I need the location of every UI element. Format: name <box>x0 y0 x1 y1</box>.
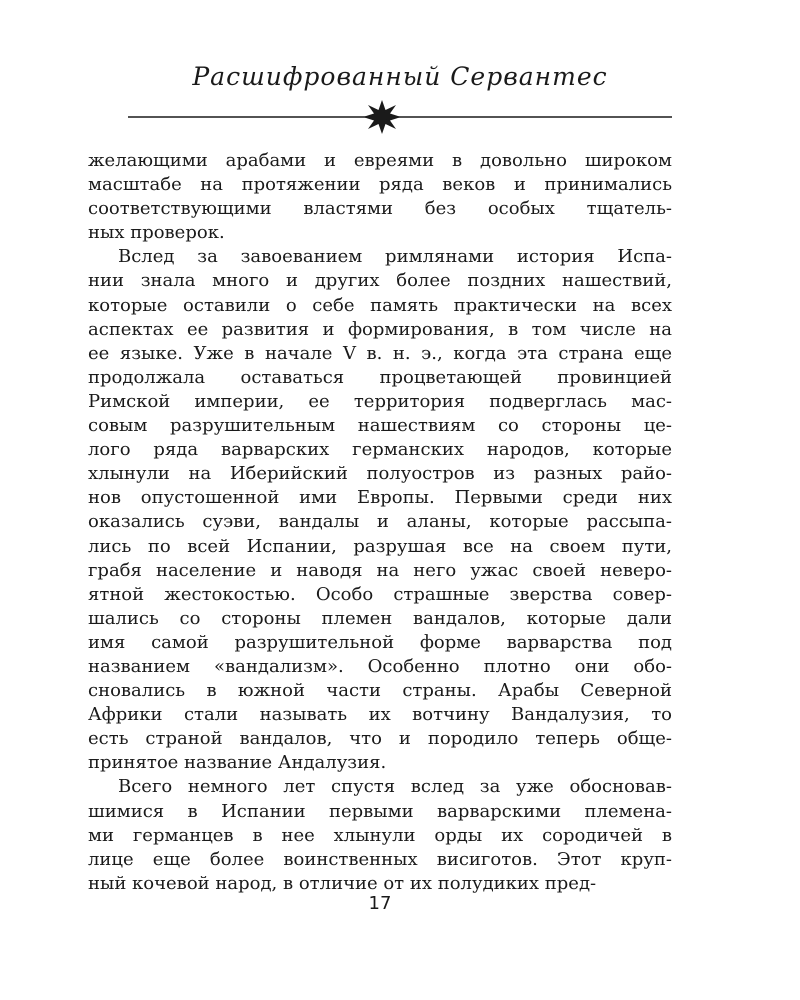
text-line: названием «вандализм». Особенно плотно они обо- <box>88 655 672 677</box>
text-line: сновались в южной части страны. Арабы Северной <box>88 680 672 702</box>
text-line: ятной жестокостью. Особо страшные зверства совер- <box>88 583 672 605</box>
text-line: которые оставили о себе память практически на всех <box>88 294 672 316</box>
text-line: продолжала оставаться процветающей провинцией <box>88 366 672 388</box>
text-line: Римской империи, ее территория подверглась мас- <box>88 390 672 412</box>
text-line: ный кочевой народ, в отличие от их полудиких пред- <box>88 872 597 894</box>
star-rule-ornament-icon <box>128 100 672 134</box>
text-line: шались со стороны племен вандалов, которые дали <box>88 607 672 629</box>
text-line: нов опустошенной ими Европы. Первыми среди них <box>88 487 672 509</box>
text-line: нии знала много и других более поздних нашествий, <box>88 270 672 292</box>
text-line: лись по всей Испании, разрушая все на своем пути, <box>88 535 672 557</box>
page-number: 17 <box>368 893 392 914</box>
text-line: аспектах ее развития и формирования, в том числе на <box>88 318 672 340</box>
text-line: совым разрушительным нашествиям со стороны це- <box>88 415 672 437</box>
text-line: масштабе на протяжении ряда веков и принимались <box>88 174 672 196</box>
text-line: лого ряда варварских германских народов, которые <box>88 439 672 461</box>
text-line: хлынули на Иберийский полуостров из разных райо- <box>88 463 672 485</box>
text-line: шимися в Испании первыми варварскими племена- <box>88 800 672 822</box>
text-line: грабя население и наводя на него ужас своей неверо- <box>88 559 672 581</box>
text-line: ее языке. Уже в начале V в. н. э., когда эта страна еще <box>88 342 672 364</box>
text-line: есть страной вандалов, что и породило теперь обще- <box>88 728 672 750</box>
body-text <box>88 149 672 896</box>
text-line: Вслед за завоеванием римлянами история Испа- <box>118 246 672 268</box>
running-head-title: Расшифрованный Сервантес <box>192 62 608 91</box>
text-line: Всего немного лет спустя вслед за уже обосновав- <box>118 776 672 798</box>
text-line: желающими арабами и евреями в довольно широком <box>88 150 672 171</box>
text-line: принятое название Андалузия. <box>88 752 387 774</box>
paragraph <box>88 149 672 245</box>
text-line: соответствующими властями без особых тщатель- <box>88 198 672 220</box>
paragraph <box>88 775 672 895</box>
paragraph <box>88 245 672 775</box>
text-line: Африки стали называть их вотчину Вандалузия, то <box>88 704 672 726</box>
text-line: имя самой разрушительной форме варварства под <box>88 631 672 653</box>
text-line: оказались суэви, вандалы и аланы, которые рассыпа- <box>88 511 672 533</box>
text-line: ных проверок. <box>88 222 225 244</box>
text-line: лице еще более воинственных висиготов. Этот круп- <box>88 848 672 870</box>
text-line: ми германцев в нее хлынули орды их сородичей в <box>88 824 672 846</box>
